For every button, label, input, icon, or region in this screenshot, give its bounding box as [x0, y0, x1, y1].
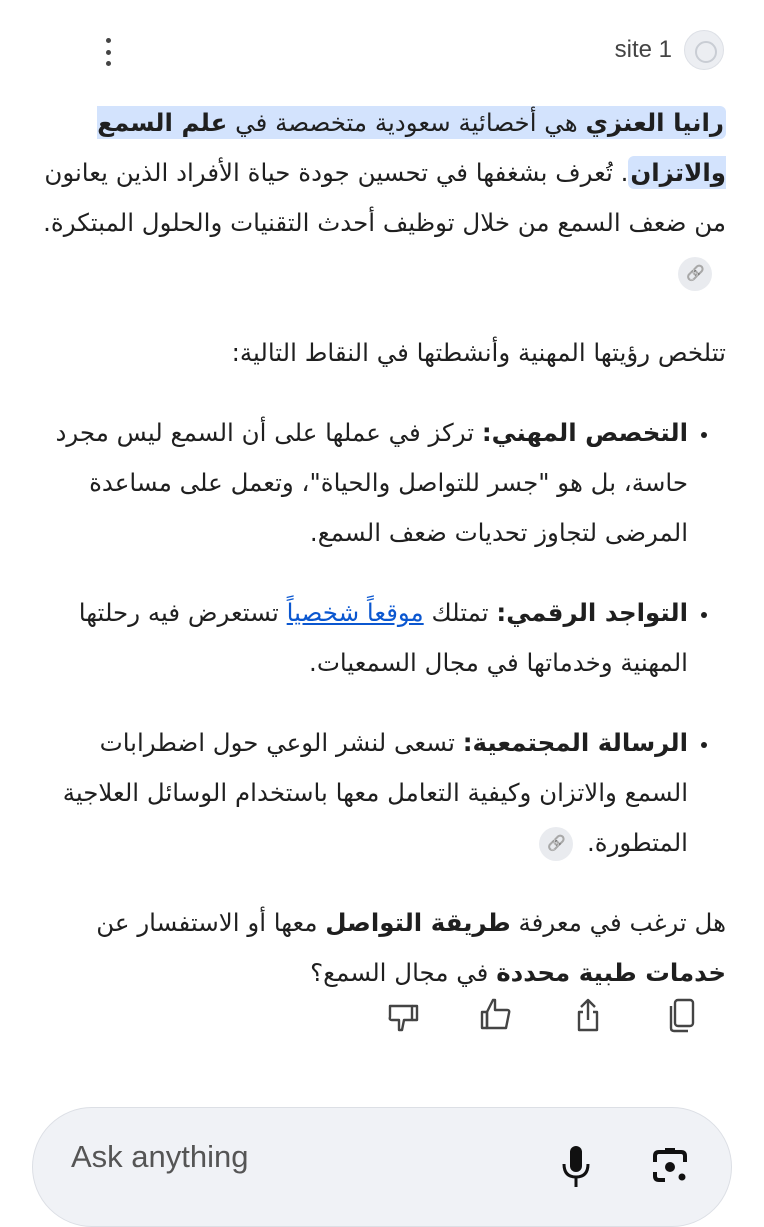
ask-bar — [32, 1107, 732, 1227]
text: هي — [536, 108, 586, 137]
camera-lens-icon[interactable] — [651, 1146, 689, 1186]
bullet-text: تمتلك — [423, 598, 497, 627]
list-item — [40, 718, 688, 868]
text: معها أو الاستفسار عن — [96, 908, 326, 937]
bullet-text: تركز في عملها على أن السمع ليس مجرد حاسة، بل هو "جسر للتواصل والحياة"، وتعمل على مساعدة المرضى لتجاوز تحديات ضعف السمع. — [55, 418, 688, 547]
text: هل ترغب في معرفة — [510, 908, 726, 937]
text: أخصائية سعودية متخصصة في — [227, 108, 537, 137]
site-favicon-icon[interactable] — [684, 30, 724, 70]
bullet-list — [40, 408, 726, 868]
bullet-text: تستعرض فيه رحلتها المهنية وخدماتها في مجال السمعيات. — [78, 598, 688, 677]
thumbs-down-icon[interactable] — [384, 996, 424, 1036]
lead-text: تتلخص رؤيتها المهنية وأنشطتها في النقاط التالية: — [231, 338, 726, 367]
microphone-icon[interactable] — [561, 1144, 591, 1190]
site-name[interactable]: site 1 — [614, 36, 672, 63]
list-item — [40, 408, 688, 558]
ask-input[interactable] — [69, 1138, 513, 1176]
source-link-icon[interactable] — [539, 827, 573, 861]
share-icon[interactable] — [568, 996, 608, 1036]
field-name: علم السمع والاتزان — [97, 108, 726, 187]
person-name: رانيا العنزي — [585, 108, 724, 137]
bullet-title: التخصص المهني: — [481, 418, 688, 447]
text: طريقة التواصل — [325, 908, 511, 937]
answer-content — [40, 98, 726, 1028]
bullet-title: الرسالة المجتمعية: — [462, 728, 688, 757]
source-link-icon[interactable] — [678, 257, 712, 291]
closing-paragraph — [40, 898, 726, 998]
list-item — [40, 588, 688, 688]
response-actions — [380, 996, 720, 1040]
more-vert-icon[interactable] — [96, 36, 120, 68]
intro-paragraph — [40, 98, 726, 298]
text: خدمات طبية محددة — [496, 958, 726, 987]
copy-icon[interactable] — [662, 996, 702, 1036]
thumbs-up-icon[interactable] — [476, 996, 516, 1036]
bullet-title: التواجد الرقمي: — [496, 598, 688, 627]
bullet-text: تسعى لنشر الوعي حول اضطرابات السمع والاتزان وكيفية التعامل معها باستخدام الوسائل العلاجية المتطورة. — [62, 728, 688, 857]
text: في مجال السمع؟ — [310, 958, 497, 987]
personal-website-link[interactable]: موقعاً شخصياً — [286, 598, 424, 627]
text: . تُعرف بشغفها في تحسين جودة حياة الأفراد الذين يعانون من ضعف السمع من خلال توظيف أحدث التقنيات والحلول المبتكرة. — [43, 158, 726, 237]
top-bar — [0, 28, 764, 74]
